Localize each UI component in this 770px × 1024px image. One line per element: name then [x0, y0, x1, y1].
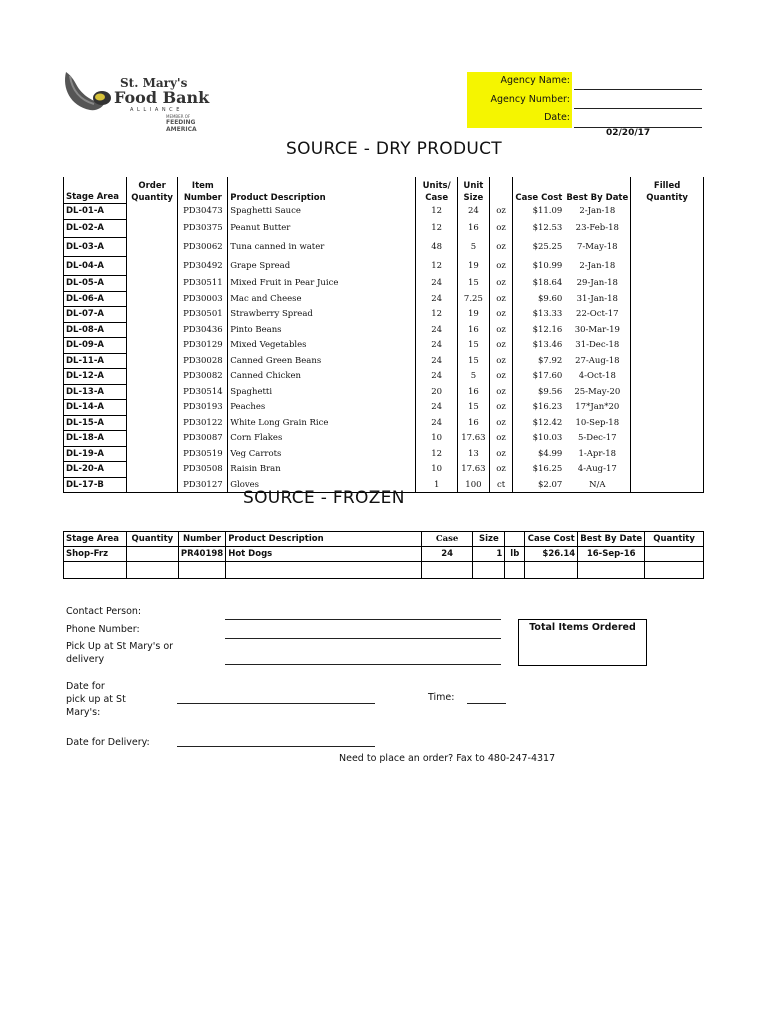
- agency-number-label: Agency Number:: [490, 94, 570, 105]
- dry-product-row: [64, 353, 704, 369]
- units-per-case: 12: [416, 256, 458, 276]
- dry-product-row: [64, 219, 704, 238]
- case-cost: $13.46: [513, 338, 564, 354]
- units-per-case: 10: [416, 431, 458, 447]
- product-desc: Strawberry Spread: [228, 307, 416, 323]
- frozen-table: [63, 531, 704, 579]
- frz-hdr-case: Case: [421, 532, 473, 547]
- order-qty-field[interactable]: [126, 400, 178, 416]
- case-cost: $9.60: [513, 291, 564, 307]
- item-number: PD30436: [178, 322, 228, 338]
- product-desc: Corn Flakes: [228, 431, 416, 447]
- unit-of-measure: oz: [489, 431, 513, 447]
- order-qty-field[interactable]: [126, 276, 178, 292]
- best-by-date: 2-Jan-18: [579, 260, 616, 271]
- hdr-product-desc: Product Description: [228, 177, 416, 204]
- unit-of-measure: oz: [489, 369, 513, 385]
- order-qty-field[interactable]: [126, 322, 178, 338]
- filled-qty-field[interactable]: [631, 400, 704, 416]
- stage-area: DL-01-A: [64, 204, 127, 220]
- case-cost: $10.99: [513, 256, 564, 276]
- item-number: PD30501: [178, 307, 228, 323]
- dry-product-row: [64, 431, 704, 447]
- frozen-title: SOURCE - FROZEN: [243, 488, 405, 508]
- filled-qty-field[interactable]: [631, 307, 704, 323]
- unit-of-measure: oz: [489, 307, 513, 323]
- filled-qty-field[interactable]: [631, 204, 704, 220]
- item-number: PD30492: [178, 256, 228, 276]
- date-pickup-field[interactable]: [177, 703, 375, 704]
- phone-number-field[interactable]: [225, 638, 501, 639]
- stage-area: DL-08-A: [64, 322, 127, 338]
- agency-info-box: [467, 72, 572, 128]
- dry-product-row: [64, 462, 704, 478]
- filled-qty-field[interactable]: [631, 462, 704, 478]
- best-by-date: 5-Dec-17: [578, 433, 617, 444]
- units-per-case: 48: [416, 238, 458, 257]
- dry-product-row: [64, 204, 704, 220]
- product-desc: Spaghetti: [228, 384, 416, 400]
- units-per-case: 24: [416, 400, 458, 416]
- product-desc: Raisin Bran: [228, 462, 416, 478]
- case-cost: $10.03: [513, 431, 564, 447]
- item-number: PD30082: [178, 369, 228, 385]
- unit-of-measure: oz: [489, 415, 513, 431]
- unit-of-measure: oz: [489, 446, 513, 462]
- frz-uom: lb: [505, 547, 525, 562]
- best-by-date: 31-Dec-18: [575, 340, 620, 351]
- frz-hdr-uom: [505, 532, 525, 547]
- order-qty-field[interactable]: [126, 477, 178, 493]
- frz-hdr-size: Size: [473, 532, 505, 547]
- best-by-date: 30-Mar-19: [574, 324, 620, 335]
- logo-line3: A L L I A N C E: [130, 107, 181, 113]
- dry-product-row: [64, 384, 704, 400]
- product-desc: Pinto Beans: [228, 322, 416, 338]
- filled-qty-field[interactable]: [631, 291, 704, 307]
- best-by-date: 7-May-18: [577, 241, 618, 252]
- stage-area: DL-05-A: [64, 276, 127, 292]
- best-by-date: 25-May-20: [574, 386, 621, 397]
- case-cost: $25.25: [513, 238, 564, 257]
- dry-product-title: SOURCE - DRY PRODUCT: [286, 139, 502, 159]
- frz-order-qty-field[interactable]: [126, 547, 178, 562]
- order-qty-field[interactable]: [126, 431, 178, 447]
- dry-product-row: [64, 400, 704, 416]
- item-number: PD30028: [178, 353, 228, 369]
- units-per-case: 12: [416, 204, 458, 220]
- best-by-date: 2-Jan-18: [579, 206, 616, 217]
- pickup-or-delivery-label: Pick Up at St Mary's or delivery: [66, 641, 174, 665]
- frz-filled-qty-field[interactable]: [645, 547, 704, 562]
- frz-stage: Shop-Frz: [64, 547, 127, 562]
- product-desc: Veg Carrots: [228, 446, 416, 462]
- item-number: PD30375: [178, 219, 228, 238]
- best-by-date: 4-Aug-17: [577, 464, 617, 475]
- units-per-case: 12: [416, 219, 458, 238]
- time-field[interactable]: [467, 703, 506, 704]
- case-cost: $2.07: [513, 477, 564, 493]
- contact-person-field[interactable]: [225, 619, 501, 620]
- form-date: 02/20/17: [606, 128, 651, 138]
- unit-size: 16: [457, 384, 489, 400]
- dry-product-row: [64, 369, 704, 385]
- order-qty-field[interactable]: [126, 338, 178, 354]
- unit-size: 19: [457, 256, 489, 276]
- stage-area: DL-14-A: [64, 400, 127, 416]
- unit-size: 13: [457, 446, 489, 462]
- unit-size: 5: [457, 238, 489, 257]
- dry-product-row: [64, 446, 704, 462]
- units-per-case: 12: [416, 446, 458, 462]
- product-desc: Canned Chicken: [228, 369, 416, 385]
- item-number: PD30514: [178, 384, 228, 400]
- product-desc: Gloves: [228, 477, 416, 493]
- order-qty-field[interactable]: [126, 384, 178, 400]
- stage-area: DL-11-A: [64, 353, 127, 369]
- best-by-date: 4-Oct-18: [578, 371, 616, 382]
- units-per-case: 24: [416, 276, 458, 292]
- dry-product-row: [64, 338, 704, 354]
- dry-product-row: [64, 307, 704, 323]
- product-desc: Peanut Butter: [228, 219, 416, 238]
- stage-area: DL-18-A: [64, 431, 127, 447]
- filled-qty-field[interactable]: [631, 276, 704, 292]
- phone-number-label: Phone Number:: [66, 624, 140, 635]
- frz-best-by: 16-Sep-16: [578, 547, 645, 562]
- hdr-filled-qty: Filled Quantity: [631, 177, 704, 204]
- filled-qty-field[interactable]: [631, 431, 704, 447]
- frz-case: 24: [421, 547, 473, 562]
- date-delivery-field[interactable]: [177, 746, 375, 747]
- unit-size: 15: [457, 338, 489, 354]
- filled-qty-field[interactable]: [631, 477, 704, 493]
- item-number: PD30129: [178, 338, 228, 354]
- order-qty-field[interactable]: [126, 369, 178, 385]
- dry-header-row: [64, 177, 704, 204]
- dry-product-row: [64, 291, 704, 307]
- hdr-item-number: Item Number: [178, 177, 228, 204]
- order-qty-field[interactable]: [126, 291, 178, 307]
- order-qty-field[interactable]: [126, 307, 178, 323]
- unit-of-measure: oz: [489, 322, 513, 338]
- order-qty-field[interactable]: [126, 204, 178, 220]
- unit-of-measure: oz: [489, 238, 513, 257]
- unit-size: 100: [457, 477, 489, 493]
- best-by-date: N/A: [564, 477, 630, 493]
- unit-of-measure: oz: [489, 204, 513, 220]
- unit-size: 24: [457, 204, 489, 220]
- item-number: PD30473: [178, 204, 228, 220]
- hdr-case-cost: Case Cost: [513, 177, 564, 204]
- unit-size: 17.63: [457, 431, 489, 447]
- unit-of-measure: oz: [489, 256, 513, 276]
- unit-of-measure: oz: [489, 384, 513, 400]
- unit-size: 16: [457, 219, 489, 238]
- frz-hdr-desc: Product Description: [226, 532, 422, 547]
- stage-area: DL-13-A: [64, 384, 127, 400]
- frz-hdr-quantity2: Quantity: [645, 532, 704, 547]
- best-by-date: 31-Jan-18: [576, 293, 618, 304]
- units-per-case: 24: [416, 415, 458, 431]
- unit-size: 15: [457, 400, 489, 416]
- dry-product-row: [64, 415, 704, 431]
- units-per-case: 24: [416, 338, 458, 354]
- st-marys-logo: [60, 66, 230, 136]
- best-by-date: 27-Aug-18: [575, 355, 620, 366]
- logo-line1: St. Mary's: [120, 76, 188, 90]
- frz-hdr-stage: Stage Area: [64, 532, 127, 547]
- filled-qty-field[interactable]: [631, 238, 704, 257]
- frz-number: PR40198: [178, 547, 225, 562]
- filled-qty-field[interactable]: [631, 353, 704, 369]
- frz-hdr-quantity: Quantity: [126, 532, 178, 547]
- item-number: PD30511: [178, 276, 228, 292]
- best-by-date: 29-Jan-18: [576, 278, 618, 289]
- product-desc: Mac and Cheese: [228, 291, 416, 307]
- fax-note: Need to place an order? Fax to 480-247-4317: [339, 753, 556, 764]
- dry-product-table: [63, 177, 704, 493]
- filled-qty-field[interactable]: [631, 322, 704, 338]
- item-number: PD30193: [178, 400, 228, 416]
- stage-area: DL-09-A: [64, 338, 127, 354]
- unit-of-measure: oz: [489, 219, 513, 238]
- best-by-date: 1-Apr-18: [578, 448, 617, 459]
- unit-size: 15: [457, 353, 489, 369]
- item-number: PD30087: [178, 431, 228, 447]
- case-cost: $9.56: [513, 384, 564, 400]
- filled-qty-field[interactable]: [631, 384, 704, 400]
- item-number: PD30519: [178, 446, 228, 462]
- unit-of-measure: oz: [489, 276, 513, 292]
- filled-qty-field[interactable]: [631, 369, 704, 385]
- unit-of-measure: oz: [489, 291, 513, 307]
- item-number: PD30003: [178, 291, 228, 307]
- dry-product-row: [64, 238, 704, 257]
- stage-area: DL-12-A: [64, 369, 127, 385]
- frozen-header-row: [64, 532, 704, 547]
- order-qty-field[interactable]: [126, 256, 178, 276]
- filled-qty-field[interactable]: [631, 446, 704, 462]
- case-cost: $16.23: [513, 400, 564, 416]
- case-cost: $12.53: [513, 219, 564, 238]
- order-qty-field[interactable]: [126, 415, 178, 431]
- case-cost: $13.33: [513, 307, 564, 323]
- date-delivery-label: Date for Delivery:: [66, 737, 150, 748]
- product-desc: Spaghetti Sauce: [228, 204, 416, 220]
- unit-size: 16: [457, 322, 489, 338]
- frz-size: 1: [473, 547, 505, 562]
- stage-area: DL-07-A: [64, 307, 127, 323]
- unit-of-measure: oz: [489, 462, 513, 478]
- case-cost: $17.60: [513, 369, 564, 385]
- units-per-case: 12: [416, 307, 458, 323]
- case-cost: $4.99: [513, 446, 564, 462]
- stage-area: DL-19-A: [64, 446, 127, 462]
- product-desc: White Long Grain Rice: [228, 415, 416, 431]
- unit-size: 15: [457, 276, 489, 292]
- case-cost: $11.09: [513, 204, 564, 220]
- product-desc: Mixed Fruit in Pear Juice: [228, 276, 416, 292]
- pickup-or-delivery-field[interactable]: [225, 664, 501, 665]
- order-qty-field[interactable]: [126, 219, 178, 238]
- unit-of-measure: oz: [489, 338, 513, 354]
- unit-of-measure: ct: [489, 477, 513, 493]
- contact-person-label: Contact Person:: [66, 606, 142, 617]
- frozen-row: [64, 547, 704, 562]
- units-per-case: 10: [416, 462, 458, 478]
- hdr-stage-area: Stage Area: [64, 177, 127, 204]
- agency-date-label: Date:: [544, 112, 570, 123]
- item-number: PD30508: [178, 462, 228, 478]
- units-per-case: 24: [416, 369, 458, 385]
- unit-size: 7.25: [457, 291, 489, 307]
- frz-hdr-number: Number: [178, 532, 225, 547]
- units-per-case: 24: [416, 353, 458, 369]
- product-desc: Canned Green Beans: [228, 353, 416, 369]
- order-qty-field[interactable]: [126, 446, 178, 462]
- units-per-case: 24: [416, 322, 458, 338]
- unit-size: 19: [457, 307, 489, 323]
- filled-qty-field[interactable]: [631, 415, 704, 431]
- unit-of-measure: oz: [489, 353, 513, 369]
- logo-line2: Food Bank: [114, 88, 210, 107]
- frozen-empty-row: [64, 562, 704, 579]
- frz-hdr-case-cost: Case Cost: [525, 532, 578, 547]
- order-qty-field[interactable]: [126, 353, 178, 369]
- dry-product-row: [64, 322, 704, 338]
- case-cost: $16.25: [513, 462, 564, 478]
- hdr-order-qty: Order Quantity: [126, 177, 178, 204]
- best-by-date: 23-Feb-18: [575, 223, 619, 234]
- stage-area: DL-04-A: [64, 256, 127, 276]
- unit-size: 5: [457, 369, 489, 385]
- agency-number-field[interactable]: [574, 108, 702, 109]
- total-items-label: Total Items Ordered: [529, 622, 636, 633]
- agency-name-field[interactable]: [574, 89, 702, 90]
- stage-area: DL-02-A: [64, 219, 127, 238]
- item-number: PD30127: [178, 477, 228, 493]
- filled-qty-field[interactable]: [631, 219, 704, 238]
- frz-hdr-best-by: Best By Date: [578, 532, 645, 547]
- logo-sub2: FEEDING: [166, 119, 196, 126]
- units-per-case: 20: [416, 384, 458, 400]
- total-items-box: [518, 619, 647, 666]
- stage-area: DL-20-A: [64, 462, 127, 478]
- hdr-uom: [489, 177, 513, 204]
- best-by-date: 22-Oct-17: [576, 309, 619, 320]
- case-cost: $12.16: [513, 322, 564, 338]
- order-qty-field[interactable]: [126, 462, 178, 478]
- case-cost: $7.92: [513, 353, 564, 369]
- dry-product-row: [64, 256, 704, 276]
- case-cost: $12.42: [513, 415, 564, 431]
- frz-desc: Hot Dogs: [226, 547, 422, 562]
- filled-qty-field[interactable]: [631, 256, 704, 276]
- unit-of-measure: oz: [489, 400, 513, 416]
- unit-size: 17.63: [457, 462, 489, 478]
- dry-product-row: [64, 276, 704, 292]
- units-per-case: 24: [416, 291, 458, 307]
- best-by-date: 17*Jan*20: [575, 402, 620, 413]
- hdr-best-by: Best By Date: [566, 192, 629, 203]
- logo-sub1: MEMBER OF: [166, 114, 191, 119]
- hdr-units-case: Units/ Case: [416, 177, 458, 204]
- stage-area: DL-03-A: [64, 238, 127, 257]
- logo-sub3: AMERICA: [166, 126, 197, 133]
- stage-area: DL-06-A: [64, 291, 127, 307]
- product-desc: Tuna canned in water: [228, 238, 416, 257]
- filled-qty-field[interactable]: [631, 338, 704, 354]
- unit-size: 16: [457, 415, 489, 431]
- case-cost: $18.64: [513, 276, 564, 292]
- frz-cost: $26.14: [525, 547, 578, 562]
- product-desc: Peaches: [228, 400, 416, 416]
- date-pickup-label: Date for pick up at St Mary's:: [66, 681, 126, 718]
- product-desc: Mixed Vegetables: [228, 338, 416, 354]
- stage-area: DL-17-B: [64, 477, 127, 493]
- best-by-date: 10-Sep-18: [575, 417, 620, 428]
- item-number: PD30062: [178, 238, 228, 257]
- product-desc: Grape Spread: [228, 256, 416, 276]
- agency-name-label: Agency Name:: [500, 75, 570, 86]
- hdr-unit-size: Unit Size: [457, 177, 489, 204]
- item-number: PD30122: [178, 415, 228, 431]
- stage-area: DL-15-A: [64, 415, 127, 431]
- order-qty-field[interactable]: [126, 238, 178, 257]
- units-per-case: 1: [416, 477, 458, 493]
- time-label: Time:: [428, 692, 455, 703]
